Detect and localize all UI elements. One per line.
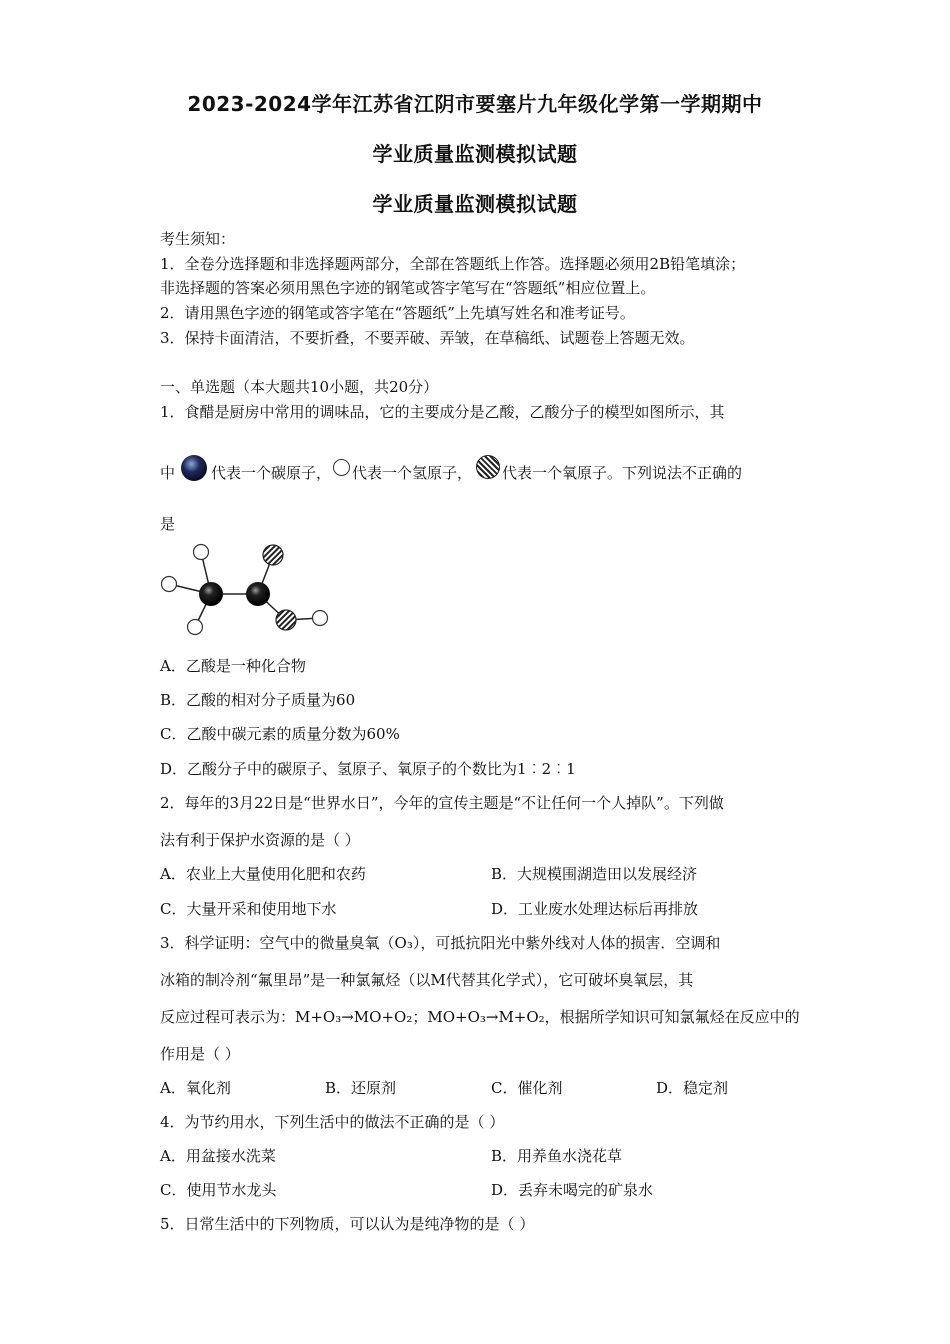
q3-stem-line-4: 作用是（ ） <box>160 1045 240 1063</box>
q1-stem-line-3: 是 <box>160 515 176 533</box>
q1-text-zhong: 中 <box>160 463 176 482</box>
notice-item-1-cont: 非选择题的答案必须用黑色字迹的钢笔或答字笔写在“答题纸”相应位置上。 <box>160 279 656 297</box>
molecule-bonds <box>169 552 320 627</box>
q3-option-a: A．氧化剂 <box>160 1079 231 1097</box>
hydrogen-atom-icon <box>313 611 328 626</box>
q4-option-a: A．用盆接水洗菜 <box>160 1147 276 1165</box>
q1-text-oxygen: 代表一个氧原子。下列说法不正确的 <box>502 463 743 482</box>
q4-option-d: D．丢弃未喝完的矿泉水 <box>491 1181 654 1199</box>
q3-option-d: D．稳定剂 <box>656 1079 729 1097</box>
q5-stem-line-1: 5．日常生活中的下列物质，可以认为是纯净物的是（ ） <box>160 1215 535 1233</box>
q3-option-b: B．还原剂 <box>325 1079 397 1097</box>
q4-option-b: B．用养鱼水浇花草 <box>491 1147 623 1165</box>
q1-text-carbon: 代表一个碳原子， <box>211 463 332 482</box>
q1-text-hydrogen: 代表一个氢原子， <box>352 463 473 482</box>
oxygen-atom-icon <box>263 545 283 565</box>
notice-item-2: 2．请用黑色字迹的钢笔或答字笔在“答题纸”上先填写姓名和准考证号。 <box>160 304 635 322</box>
oxygen-atom-icon <box>476 455 500 479</box>
oxygen-atom-icon <box>276 610 296 630</box>
q1-stem-line-2 <box>160 452 742 492</box>
q3-stem-line-1: 3．科学证明：空气中的微量臭氧（O₃），可抵抗阳光中紫外线对人体的损害．空调和 <box>160 934 721 952</box>
carbon-atom-icon <box>199 582 223 606</box>
hydrogen-atom-icon <box>194 545 209 560</box>
q2-option-a: A．农业上大量使用化肥和农药 <box>160 865 366 883</box>
q2-stem-line-2: 法有利于保护水资源的是（ ） <box>160 831 360 849</box>
q2-option-b: B．大规模围湖造田以发展经济 <box>491 865 698 883</box>
q3-option-c: C．催化剂 <box>491 1079 563 1097</box>
q1-stem-line-1: 1．食醋是厨房中常用的调味品，它的主要成分是乙酸，乙酸分子的模型如图所示，其 <box>160 403 725 421</box>
notice-heading: 考生须知： <box>160 230 236 248</box>
section-heading: 一、单选题（本大题共10小题，共20分） <box>160 378 439 396</box>
q4-stem-line-1: 4．为节约用水，下列生活中的做法不正确的是（ ） <box>160 1113 505 1131</box>
carbon-atom-icon <box>181 455 207 481</box>
carbon-atom-icon <box>246 582 270 606</box>
q3-stem-line-2: 冰箱的制冷剂“氟里昂”是一种氯氟烃（以M代替其化学式），它可破坏臭氧层，其 <box>160 971 694 989</box>
q2-option-c: C．大量开采和使用地下水 <box>160 900 337 918</box>
hydrogen-atom-icon <box>162 577 177 592</box>
acetic-acid-molecule-diagram <box>155 540 335 640</box>
q1-option-b: B．乙酸的相对分子质量为60 <box>160 691 356 709</box>
q3-stem-line-3: 反应过程可表示为：M+O₃→MO+O₂；MO+O₃→M+O₂，根据所学知识可知氯氟烃在反应中的 <box>160 1008 800 1026</box>
q4-option-c: C．使用节水龙头 <box>160 1181 277 1199</box>
q2-stem-line-1: 2．每年的3月22日是“世界水日”，今年的宣传主题是“不让任何一个人掉队”。下列做 <box>160 794 724 812</box>
q1-option-c: C．乙酸中碳元素的质量分数为60% <box>160 725 400 743</box>
q1-option-d: D．乙酸分子中的碳原子、氢原子、氧原子的个数比为1︰2︰1 <box>160 760 576 778</box>
title-line-2: 学业质量监测模拟试题 <box>372 142 578 166</box>
hydrogen-atom-icon <box>188 620 203 635</box>
notice-item-1: 1．全卷分选择题和非选择题两部分，全部在答题纸上作答。选择题必须用2B铅笔填涂； <box>160 255 746 273</box>
title-line-1: 2023-2024学年江苏省江阴市要塞片九年级化学第一学期期中 <box>187 92 763 116</box>
q1-option-a: A．乙酸是一种化合物 <box>160 657 306 675</box>
notice-item-3: 3．保持卡面清洁，不要折叠，不要弄破、弄皱，在草稿纸、试题卷上答题无效。 <box>160 329 695 347</box>
title-line-3: 学业质量监测模拟试题 <box>372 192 578 216</box>
hydrogen-atom-icon <box>333 459 350 476</box>
q2-option-d: D．工业废水处理达标后再排放 <box>491 900 699 918</box>
